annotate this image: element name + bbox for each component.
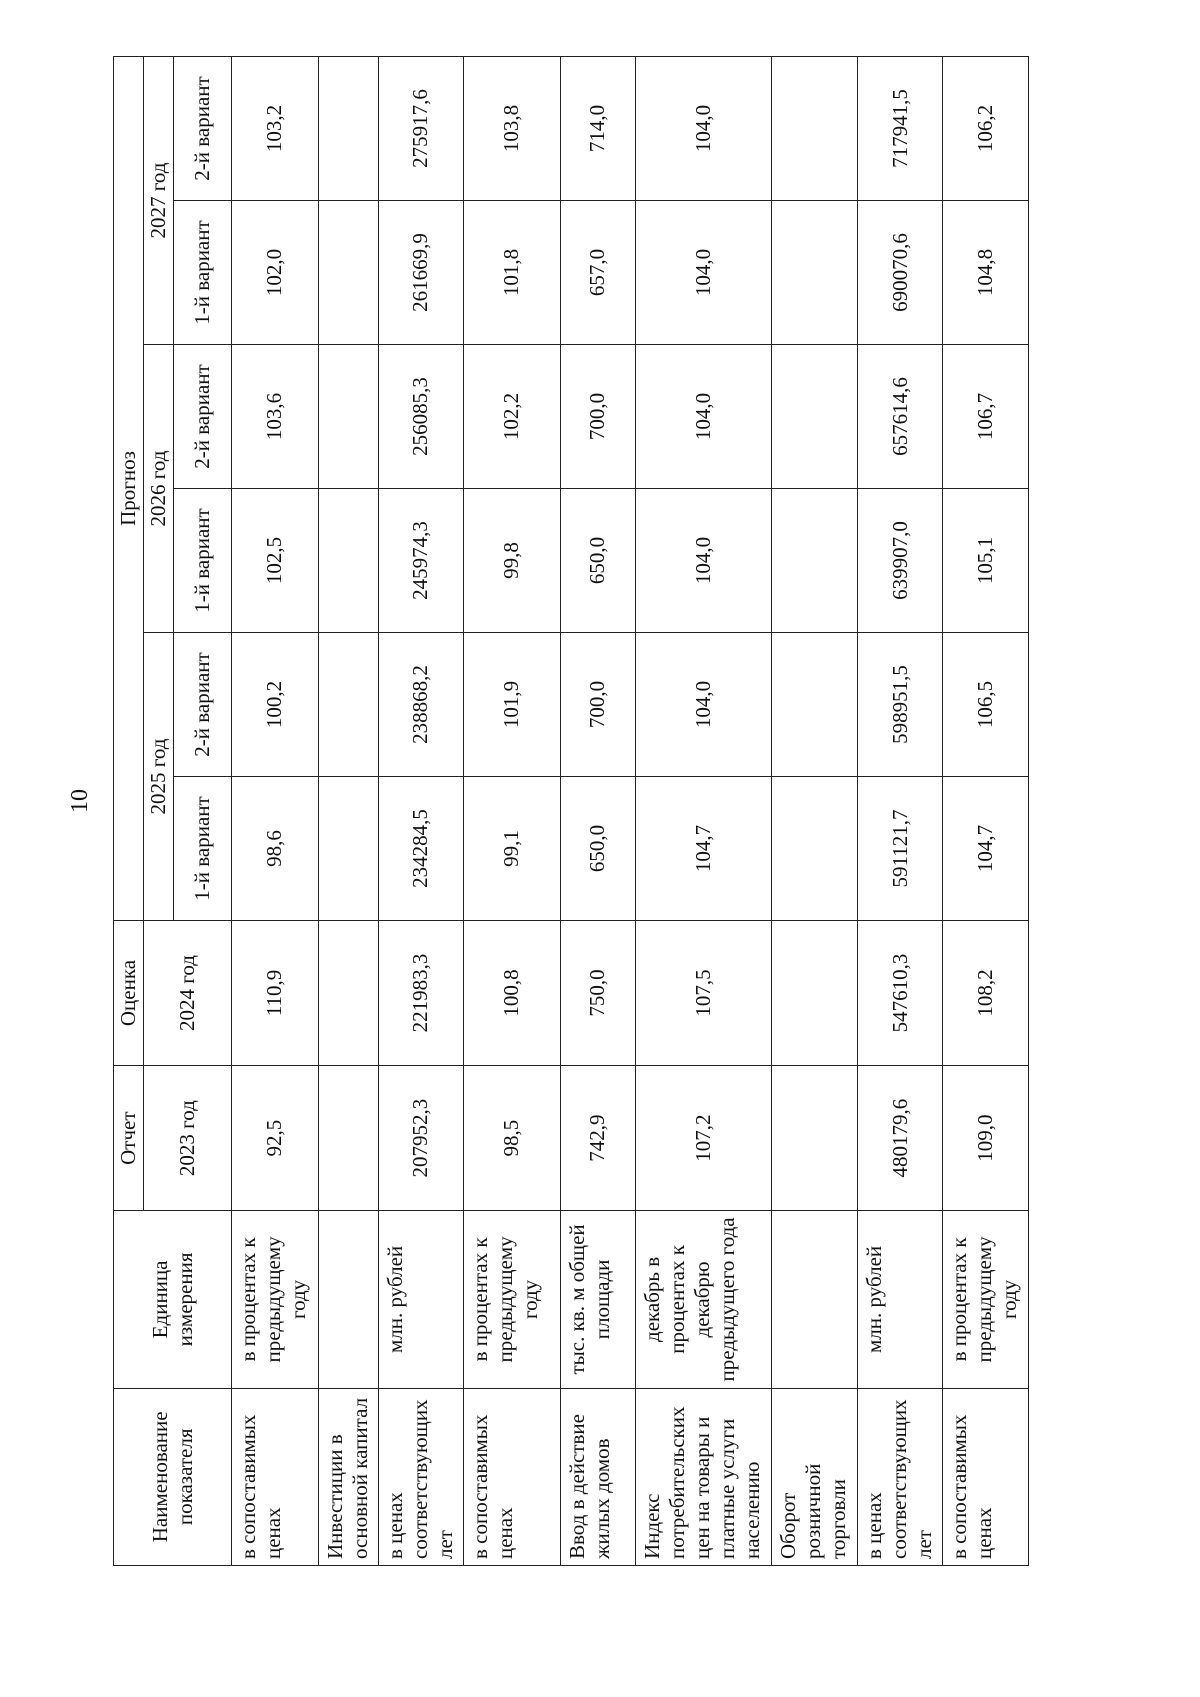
value-cell: 101,8	[464, 201, 561, 345]
header-forecast: Прогноз	[114, 57, 144, 921]
value-cell: 109,0	[943, 1066, 1029, 1211]
value-cell: 99,1	[464, 776, 561, 920]
row-unit: в процентах к предыдущему году	[464, 1211, 561, 1388]
value-cell: 102,5	[232, 489, 319, 633]
header-year-2023: 2023 год	[144, 1066, 232, 1211]
value-cell: 102,0	[232, 201, 319, 345]
value-cell: 98,5	[464, 1066, 561, 1211]
value-cell	[318, 345, 378, 489]
value-cell: 261669,9	[378, 201, 464, 345]
value-cell: 657,0	[560, 201, 635, 345]
value-cell	[318, 920, 378, 1065]
value-cell: 101,9	[464, 633, 561, 777]
value-cell	[318, 633, 378, 777]
row-name: Оборот розничной торговли	[772, 1388, 858, 1565]
value-cell: 106,7	[943, 345, 1029, 489]
table-row	[636, 57, 772, 1566]
header-year-2024: 2024 год	[144, 920, 232, 1065]
table-row	[464, 57, 561, 1566]
value-cell	[318, 489, 378, 633]
header-year-2026: 2026 год	[144, 345, 174, 633]
value-cell: 717941,5	[857, 57, 943, 201]
row-unit: млн. рублей	[378, 1211, 464, 1388]
value-cell: 100,2	[232, 633, 319, 777]
value-cell: 750,0	[560, 920, 635, 1065]
value-cell: 102,2	[464, 345, 561, 489]
value-cell: 256085,3	[378, 345, 464, 489]
value-cell: 657614,6	[857, 345, 943, 489]
value-cell: 650,0	[560, 776, 635, 920]
value-cell: 245974,3	[378, 489, 464, 633]
value-cell	[772, 633, 858, 777]
header-variant: 1-й вариант	[174, 776, 232, 920]
value-cell: 690070,6	[857, 201, 943, 345]
value-cell: 107,5	[636, 920, 772, 1065]
row-unit: млн. рублей	[857, 1211, 943, 1388]
table-row	[560, 57, 635, 1566]
value-cell: 104,0	[636, 201, 772, 345]
value-cell: 591121,7	[857, 776, 943, 920]
value-cell: 104,0	[636, 633, 772, 777]
row-name: в сопоставимых ценах	[464, 1388, 561, 1565]
value-cell: 742,9	[560, 1066, 635, 1211]
row-unit: тыс. кв. м общей площади	[560, 1211, 635, 1388]
value-cell	[772, 489, 858, 633]
row-name: Ввод в действие жилых домов	[560, 1388, 635, 1565]
value-cell: 639907,0	[857, 489, 943, 633]
value-cell: 700,0	[560, 345, 635, 489]
value-cell: 104,7	[636, 776, 772, 920]
value-cell: 714,0	[560, 57, 635, 201]
header-variant: 1-й вариант	[174, 201, 232, 345]
value-cell	[318, 776, 378, 920]
value-cell: 107,2	[636, 1066, 772, 1211]
row-name: Инвестиции в основной капитал	[318, 1388, 378, 1565]
page-number: 10	[67, 789, 93, 813]
header-year-2027: 2027 год	[144, 57, 174, 345]
value-cell: 103,6	[232, 345, 319, 489]
value-cell: 598951,5	[857, 633, 943, 777]
row-name: в сопоставимых ценах	[232, 1388, 319, 1565]
value-cell: 234284,5	[378, 776, 464, 920]
value-cell: 221983,3	[378, 920, 464, 1065]
value-cell: 99,8	[464, 489, 561, 633]
value-cell	[772, 345, 858, 489]
table-row	[772, 57, 858, 1566]
row-unit: декабрь в процентах к декабрю предыдущего года	[636, 1211, 772, 1388]
value-cell: 480179,6	[857, 1066, 943, 1211]
value-cell: 100,8	[464, 920, 561, 1065]
value-cell: 104,0	[636, 345, 772, 489]
row-name: Индекс потребительских цен на товары и платные услуги населению	[636, 1388, 772, 1565]
header-unit: Единица измерения	[114, 1211, 232, 1388]
header-variant: 2-й вариант	[174, 345, 232, 489]
value-cell: 105,1	[943, 489, 1029, 633]
table-body	[232, 57, 1029, 1566]
row-name: в ценах соответствующих лет	[378, 1388, 464, 1565]
table-row	[318, 57, 378, 1566]
value-cell: 238868,2	[378, 633, 464, 777]
header-name: Наименование показателя	[114, 1388, 232, 1565]
value-cell: 106,2	[943, 57, 1029, 201]
header-year-2025: 2025 год	[144, 633, 174, 921]
value-cell: 700,0	[560, 633, 635, 777]
row-name: в ценах соответствующих лет	[857, 1388, 943, 1565]
row-unit: в процентах к предыдущему году	[943, 1211, 1029, 1388]
header-estimate: Оценка	[114, 920, 144, 1065]
header-report: Отчет	[114, 1066, 144, 1211]
value-cell	[318, 57, 378, 201]
value-cell	[772, 57, 858, 201]
table-row	[232, 57, 319, 1566]
row-unit	[772, 1211, 858, 1388]
value-cell: 104,0	[636, 489, 772, 633]
value-cell: 108,2	[943, 920, 1029, 1065]
table-row	[857, 57, 943, 1566]
header-variant: 2-й вариант	[174, 633, 232, 777]
value-cell: 106,5	[943, 633, 1029, 777]
value-cell: 92,5	[232, 1066, 319, 1211]
header-variant: 2-й вариант	[174, 57, 232, 201]
value-cell: 275917,6	[378, 57, 464, 201]
value-cell	[318, 201, 378, 345]
value-cell: 207952,3	[378, 1066, 464, 1211]
value-cell	[318, 1066, 378, 1211]
value-cell	[772, 920, 858, 1065]
table-row	[378, 57, 464, 1566]
header-variant: 1-й вариант	[174, 489, 232, 633]
value-cell	[772, 201, 858, 345]
value-cell: 104,8	[943, 201, 1029, 345]
value-cell: 104,7	[943, 776, 1029, 920]
value-cell: 650,0	[560, 489, 635, 633]
value-cell: 103,2	[232, 57, 319, 201]
table-row	[943, 57, 1029, 1566]
value-cell: 103,8	[464, 57, 561, 201]
row-unit	[318, 1211, 378, 1388]
value-cell: 98,6	[232, 776, 319, 920]
forecast-table	[113, 56, 1029, 1566]
value-cell: 110,9	[232, 920, 319, 1065]
row-name: в сопоставимых ценах	[943, 1388, 1029, 1565]
value-cell	[772, 1066, 858, 1211]
value-cell	[772, 776, 858, 920]
rotated-table-wrapper	[113, 56, 1029, 1566]
row-unit: в процентах к предыдущему году	[232, 1211, 319, 1388]
value-cell: 547610,3	[857, 920, 943, 1065]
value-cell: 104,0	[636, 57, 772, 201]
